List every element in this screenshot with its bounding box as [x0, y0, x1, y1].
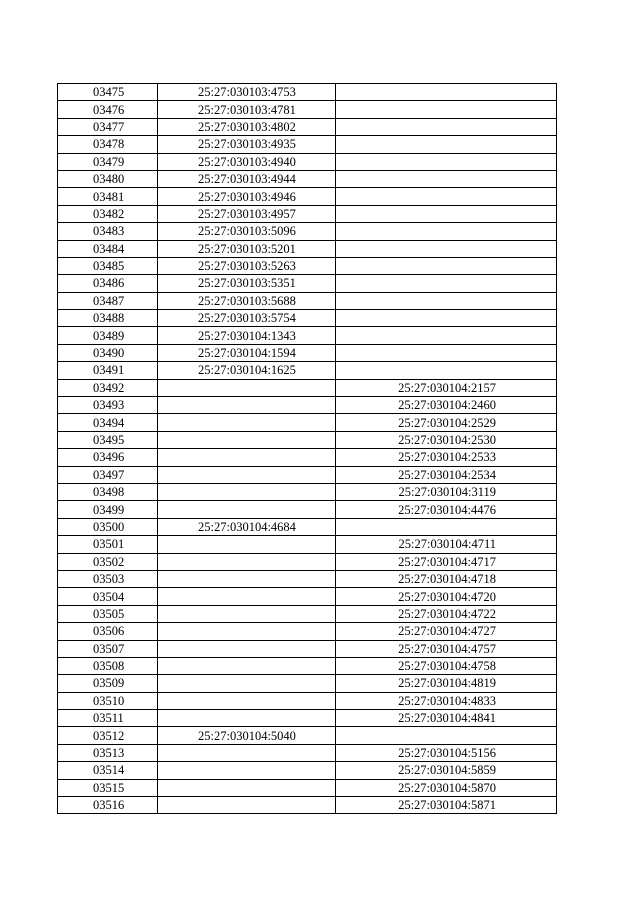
cadastral-number-cell-b: 25:27:030104:4757: [336, 640, 557, 657]
row-number-cell: 03514: [58, 762, 158, 779]
cadastral-number-cell-b: 25:27:030104:3119: [336, 483, 557, 500]
table-row: [58, 744, 557, 761]
cadastral-number-cell-b: 25:27:030104:4717: [336, 553, 557, 570]
row-number-cell: 03500: [58, 518, 158, 535]
row-number-cell: 03511: [58, 710, 158, 727]
row-number-cell: 03502: [58, 553, 158, 570]
cadastral-number-cell-a: [158, 536, 336, 553]
table-row: [58, 84, 557, 101]
cadastral-number-cell-a: 25:27:030103:4944: [158, 170, 336, 187]
cadastral-number-cell-a: [158, 657, 336, 674]
table-row: [58, 762, 557, 779]
table-row: [58, 536, 557, 553]
cadastral-number-cell-b: [336, 205, 557, 222]
cadastral-number-cell-a: 25:27:030103:4940: [158, 153, 336, 170]
cadastral-number-cell-a: 25:27:030103:4802: [158, 118, 336, 135]
table-row: [58, 640, 557, 657]
table-row: [58, 188, 557, 205]
cadastral-number-cell-b: [336, 240, 557, 257]
cadastral-number-cell-b: 25:27:030104:4727: [336, 623, 557, 640]
table-row: [58, 623, 557, 640]
table-row: [58, 153, 557, 170]
table-row: [58, 223, 557, 240]
table-row: [58, 501, 557, 518]
table-row: [58, 414, 557, 431]
table-row: [58, 205, 557, 222]
table-row: [58, 431, 557, 448]
row-number-cell: 03488: [58, 310, 158, 327]
table-row: [58, 118, 557, 135]
table-row: [58, 553, 557, 570]
table-row: [58, 779, 557, 796]
cadastral-number-cell-a: 25:27:030103:5263: [158, 257, 336, 274]
cadastral-number-cell-a: [158, 692, 336, 709]
cadastral-number-cell-a: [158, 570, 336, 587]
cadastral-number-cell-b: 25:27:030104:5871: [336, 797, 557, 814]
cadastral-number-cell-b: [336, 101, 557, 118]
cadastral-number-cell-b: 25:27:030104:5870: [336, 779, 557, 796]
row-number-cell: 03505: [58, 605, 158, 622]
cadastral-number-cell-b: 25:27:030104:2530: [336, 431, 557, 448]
table-row: [58, 362, 557, 379]
cadastral-number-cell-b: 25:27:030104:4718: [336, 570, 557, 587]
table-row: [58, 518, 557, 535]
row-number-cell: 03494: [58, 414, 158, 431]
cadastral-number-cell-b: [336, 170, 557, 187]
cadastral-number-cell-a: 25:27:030104:1594: [158, 344, 336, 361]
table-row: [58, 692, 557, 709]
cadastral-number-cell-a: [158, 710, 336, 727]
row-number-cell: 03477: [58, 118, 158, 135]
cadastral-number-cell-a: 25:27:030103:4935: [158, 136, 336, 153]
cadastral-number-cell-a: [158, 762, 336, 779]
cadastral-number-cell-a: [158, 431, 336, 448]
row-number-cell: 03476: [58, 101, 158, 118]
table-row: [58, 397, 557, 414]
cadastral-number-cell-b: 25:27:030104:4758: [336, 657, 557, 674]
row-number-cell: 03504: [58, 588, 158, 605]
cadastral-number-cell-a: 25:27:030103:5688: [158, 292, 336, 309]
cadastral-number-cell-a: [158, 397, 336, 414]
table-row: [58, 136, 557, 153]
row-number-cell: 03496: [58, 449, 158, 466]
row-number-cell: 03507: [58, 640, 158, 657]
cadastral-number-cell-a: [158, 797, 336, 814]
cadastral-number-cell-b: [336, 327, 557, 344]
row-number-cell: 03475: [58, 84, 158, 101]
cadastral-number-cell-b: [336, 310, 557, 327]
cadastral-number-cell-a: [158, 675, 336, 692]
row-number-cell: 03491: [58, 362, 158, 379]
cadastral-number-cell-a: [158, 466, 336, 483]
cadastral-number-cell-b: 25:27:030104:5859: [336, 762, 557, 779]
cadastral-number-cell-a: [158, 640, 336, 657]
cadastral-number-cell-a: 25:27:030104:1343: [158, 327, 336, 344]
row-number-cell: 03485: [58, 257, 158, 274]
cadastral-number-cell-a: 25:27:030103:4946: [158, 188, 336, 205]
table-row: [58, 327, 557, 344]
row-number-cell: 03493: [58, 397, 158, 414]
cadastral-number-cell-b: [336, 118, 557, 135]
cadastral-number-cell-a: [158, 449, 336, 466]
row-number-cell: 03486: [58, 275, 158, 292]
row-number-cell: 03516: [58, 797, 158, 814]
cadastral-number-cell-a: [158, 414, 336, 431]
table-row: [58, 170, 557, 187]
cadastral-number-cell-b: 25:27:030104:4833: [336, 692, 557, 709]
table-row: [58, 275, 557, 292]
cadastral-number-cell-a: [158, 483, 336, 500]
row-number-cell: 03506: [58, 623, 158, 640]
cadastral-number-cell-a: [158, 588, 336, 605]
cadastral-number-cell-b: 25:27:030104:4476: [336, 501, 557, 518]
row-number-cell: 03484: [58, 240, 158, 257]
table-body: [58, 84, 557, 814]
cadastral-number-cell-b: 25:27:030104:2534: [336, 466, 557, 483]
table-row: [58, 675, 557, 692]
cadastral-number-cell-a: 25:27:030103:5096: [158, 223, 336, 240]
row-number-cell: 03482: [58, 205, 158, 222]
row-number-cell: 03492: [58, 379, 158, 396]
cadastral-number-cell-a: [158, 501, 336, 518]
table-row: [58, 588, 557, 605]
cadastral-number-cell-a: [158, 744, 336, 761]
row-number-cell: 03499: [58, 501, 158, 518]
cadastral-number-cell-a: 25:27:030103:4957: [158, 205, 336, 222]
row-number-cell: 03498: [58, 483, 158, 500]
row-number-cell: 03512: [58, 727, 158, 744]
row-number-cell: 03489: [58, 327, 158, 344]
table-row: [58, 657, 557, 674]
row-number-cell: 03478: [58, 136, 158, 153]
table-row: [58, 483, 557, 500]
table-row: [58, 310, 557, 327]
row-number-cell: 03509: [58, 675, 158, 692]
table-row: [58, 449, 557, 466]
cadastral-number-cell-b: [336, 292, 557, 309]
cadastral-number-cell-a: 25:27:030104:4684: [158, 518, 336, 535]
cadastral-number-cell-b: 25:27:030104:2157: [336, 379, 557, 396]
table-row: [58, 605, 557, 622]
cadastral-number-cell-a: 25:27:030103:5351: [158, 275, 336, 292]
cadastral-number-cell-b: [336, 188, 557, 205]
cadastral-number-cell-b: [336, 223, 557, 240]
cadastral-number-cell-b: [336, 344, 557, 361]
table-row: [58, 292, 557, 309]
cadastral-number-cell-b: 25:27:030104:2529: [336, 414, 557, 431]
row-number-cell: 03497: [58, 466, 158, 483]
table-row: [58, 466, 557, 483]
cadastral-number-cell-a: [158, 553, 336, 570]
cadastral-number-cell-a: 25:27:030104:1625: [158, 362, 336, 379]
cadastral-number-cell-b: 25:27:030104:4722: [336, 605, 557, 622]
row-number-cell: 03481: [58, 188, 158, 205]
row-number-cell: 03515: [58, 779, 158, 796]
cadastral-number-cell-a: 25:27:030103:5201: [158, 240, 336, 257]
cadastral-number-cell-b: [336, 518, 557, 535]
row-number-cell: 03490: [58, 344, 158, 361]
cadastral-number-cell-a: [158, 379, 336, 396]
row-number-cell: 03510: [58, 692, 158, 709]
cadastral-number-cell-b: [336, 275, 557, 292]
cadastral-number-cell-b: 25:27:030104:4819: [336, 675, 557, 692]
cadastral-number-cell-b: [336, 84, 557, 101]
table-row: [58, 240, 557, 257]
table-row: [58, 344, 557, 361]
cadastral-number-cell-a: 25:27:030103:5754: [158, 310, 336, 327]
table-row: [58, 379, 557, 396]
cadastral-number-cell-b: [336, 727, 557, 744]
table-row: [58, 727, 557, 744]
cadastral-number-cell-b: [336, 153, 557, 170]
cadastral-number-cell-b: [336, 257, 557, 274]
cadastral-number-cell-a: 25:27:030104:5040: [158, 727, 336, 744]
row-number-cell: 03495: [58, 431, 158, 448]
cadastral-number-cell-a: 25:27:030103:4753: [158, 84, 336, 101]
table-row: [58, 710, 557, 727]
cadastral-number-table: [57, 83, 557, 814]
cadastral-number-cell-b: 25:27:030104:4711: [336, 536, 557, 553]
cadastral-number-cell-b: 25:27:030104:4841: [336, 710, 557, 727]
row-number-cell: 03508: [58, 657, 158, 674]
table-row: [58, 257, 557, 274]
table-row: [58, 797, 557, 814]
row-number-cell: 03503: [58, 570, 158, 587]
cadastral-number-cell-a: [158, 779, 336, 796]
cadastral-number-cell-a: 25:27:030103:4781: [158, 101, 336, 118]
cadastral-number-cell-b: 25:27:030104:2460: [336, 397, 557, 414]
cadastral-number-cell-b: [336, 362, 557, 379]
cadastral-number-cell-b: 25:27:030104:5156: [336, 744, 557, 761]
row-number-cell: 03479: [58, 153, 158, 170]
table-row: [58, 101, 557, 118]
table-row: [58, 570, 557, 587]
cadastral-number-cell-a: [158, 605, 336, 622]
row-number-cell: 03483: [58, 223, 158, 240]
row-number-cell: 03513: [58, 744, 158, 761]
cadastral-number-cell-a: [158, 623, 336, 640]
cadastral-number-cell-b: [336, 136, 557, 153]
row-number-cell: 03501: [58, 536, 158, 553]
row-number-cell: 03487: [58, 292, 158, 309]
row-number-cell: 03480: [58, 170, 158, 187]
cadastral-number-cell-b: 25:27:030104:4720: [336, 588, 557, 605]
cadastral-number-cell-b: 25:27:030104:2533: [336, 449, 557, 466]
